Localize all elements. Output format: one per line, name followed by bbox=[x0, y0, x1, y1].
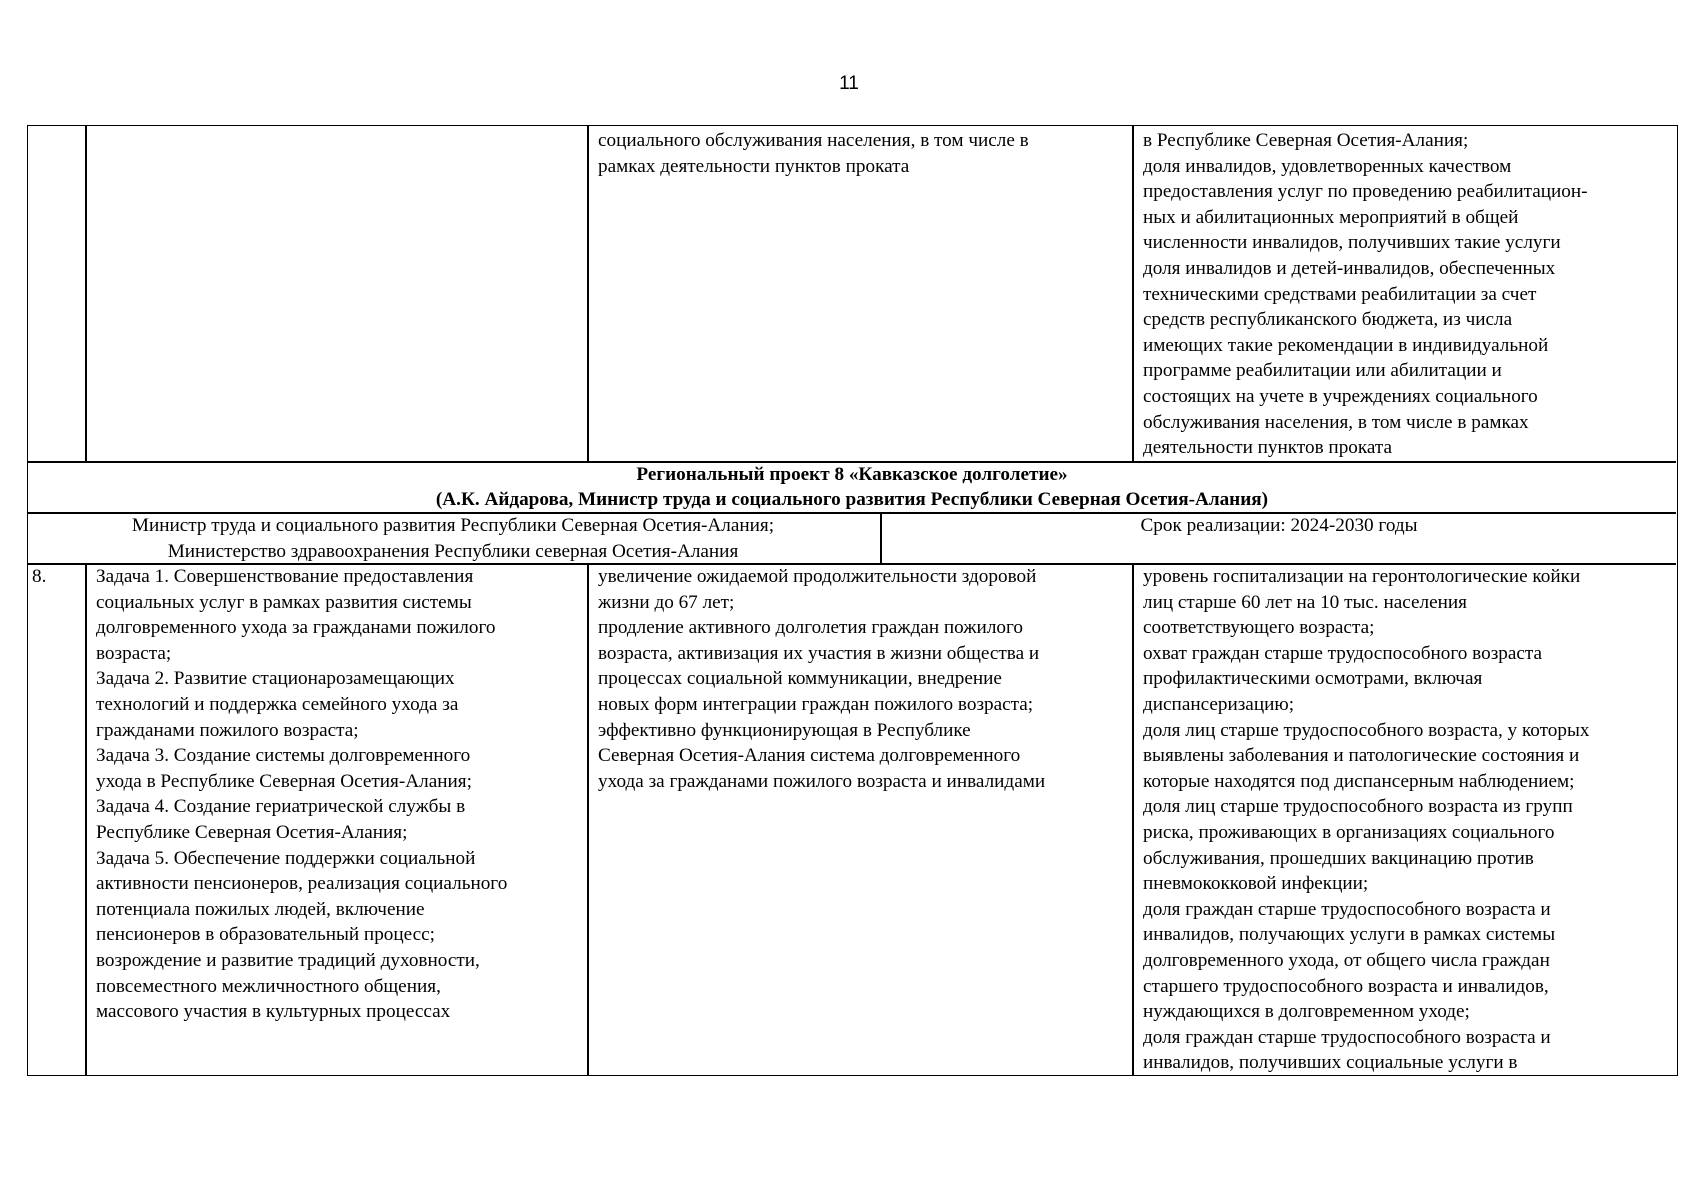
continuation-indicators-cell: в Республике Северная Осетия-Алания; доля инвалидов, удовлетворенных качеством предоставления услуг по проведению реабилитацион- ных и абилитационных мероприятий в общей численности инвалидов, получивших такие услуги доля инвалидов и детей-инвалидов, обеспеченных техническими средствами реабилитации за счет средств республиканского бюджета, из числа имеющих такие рекомендации в индивидуальной программе реабилитации или абилитации и состоящих на учете в учреждениях социального обслуживания населения, в том числе в рамках деятельности пунктов проката bbox=[1143, 130, 1588, 459]
col-divider-3 bbox=[1132, 126, 1134, 462]
row-number: 8. bbox=[32, 566, 47, 587]
row-tasks-cell: Задача 1. Совершенствование предоставления социальных услуг в рамках развития системы долговременного ухода за гражданами пожилого возраста; Задача 2. Развитие стационарозамещающих технологий и поддержка семейного ухода за гражданами пожилого возраста; Задача 3. Создание системы долговременного ухода в Республике Северная Осетия-Алания; Задача 4. Создание гериатрической службы в Республике Северная Осетия-Алания; Задача 5. Обеспечение поддержки социальной активности пенсионеров, реализация социального потенциала пожилых людей, включение пенсионеров в образовательный процесс; возрождение и развитие традиций духовности, повсеместного межличностного общения, массового участия в культурных процессах bbox=[96, 566, 508, 1023]
project-title: Региональный проект 8 «Кавказское долголетие» bbox=[636, 464, 1068, 485]
page-number: 11 bbox=[839, 73, 859, 94]
project-table bbox=[27, 125, 1678, 1076]
row-indicators-cell: уровень госпитализации на геронтологические койки лиц старше 60 лет на 10 тыс. населения соответствующего возраста; охват граждан старше трудоспособного возраста профилактическими осмотрами, включая диспансеризацию; доля лиц старше трудоспособного возраста, у которых выявлены заболевания и патологические состояния и которые находятся под диспансерным наблюдением; доля лиц старше трудоспособного возраста из групп риска, проживающих в организациях социального обслуживания, прошедших вакцинацию против пневмококковой инфекции; доля граждан старше трудоспособного возраста и инвалидов, получающих услуги в рамках системы долговременного ухода, от общего числа граждан старшего трудоспособного возраста и инвалидов, нуждающихся в долговременном уходе; доля граждан старше трудоспособного возраста и инвалидов, получивших социальные услуги в bbox=[1143, 566, 1590, 1074]
project-subtitle: (А.К. Айдарова, Министр труда и социального развития Республики Северная Осетия-Алания) bbox=[435, 489, 1269, 510]
continuation-effects-cell: социального обслуживания населения, в том числе в рамках деятельности пунктов проката bbox=[598, 130, 1029, 177]
col-divider-1 bbox=[85, 126, 87, 462]
col-divider-2 bbox=[587, 126, 589, 462]
col-divider-1-row8 bbox=[85, 563, 87, 1075]
responsible-ministries: Министр труда и социального развития Республики Северная Осетия-Алания; Министерство здравоохранения Республики северная Осетия-Алания bbox=[131, 515, 775, 562]
col-divider-3-row8 bbox=[1132, 563, 1134, 1075]
col-divider-2-row8 bbox=[587, 563, 589, 1075]
implementation-term: Срок реализации: 2024-2030 годы bbox=[1140, 515, 1418, 536]
row-effects-cell: увеличение ожидаемой продолжительности здоровой жизни до 67 лет; продление активного долголетия граждан пожилого возраста, активизация их участия в жизни общества и процессах социальной коммуникации, внедрение новых форм интеграции граждан пожилого возраста; эффективно функционирующая в Республике Северная Осетия-Алания система долговременного ухода за гражданами пожилого возраста и инвалидами bbox=[598, 566, 1046, 792]
